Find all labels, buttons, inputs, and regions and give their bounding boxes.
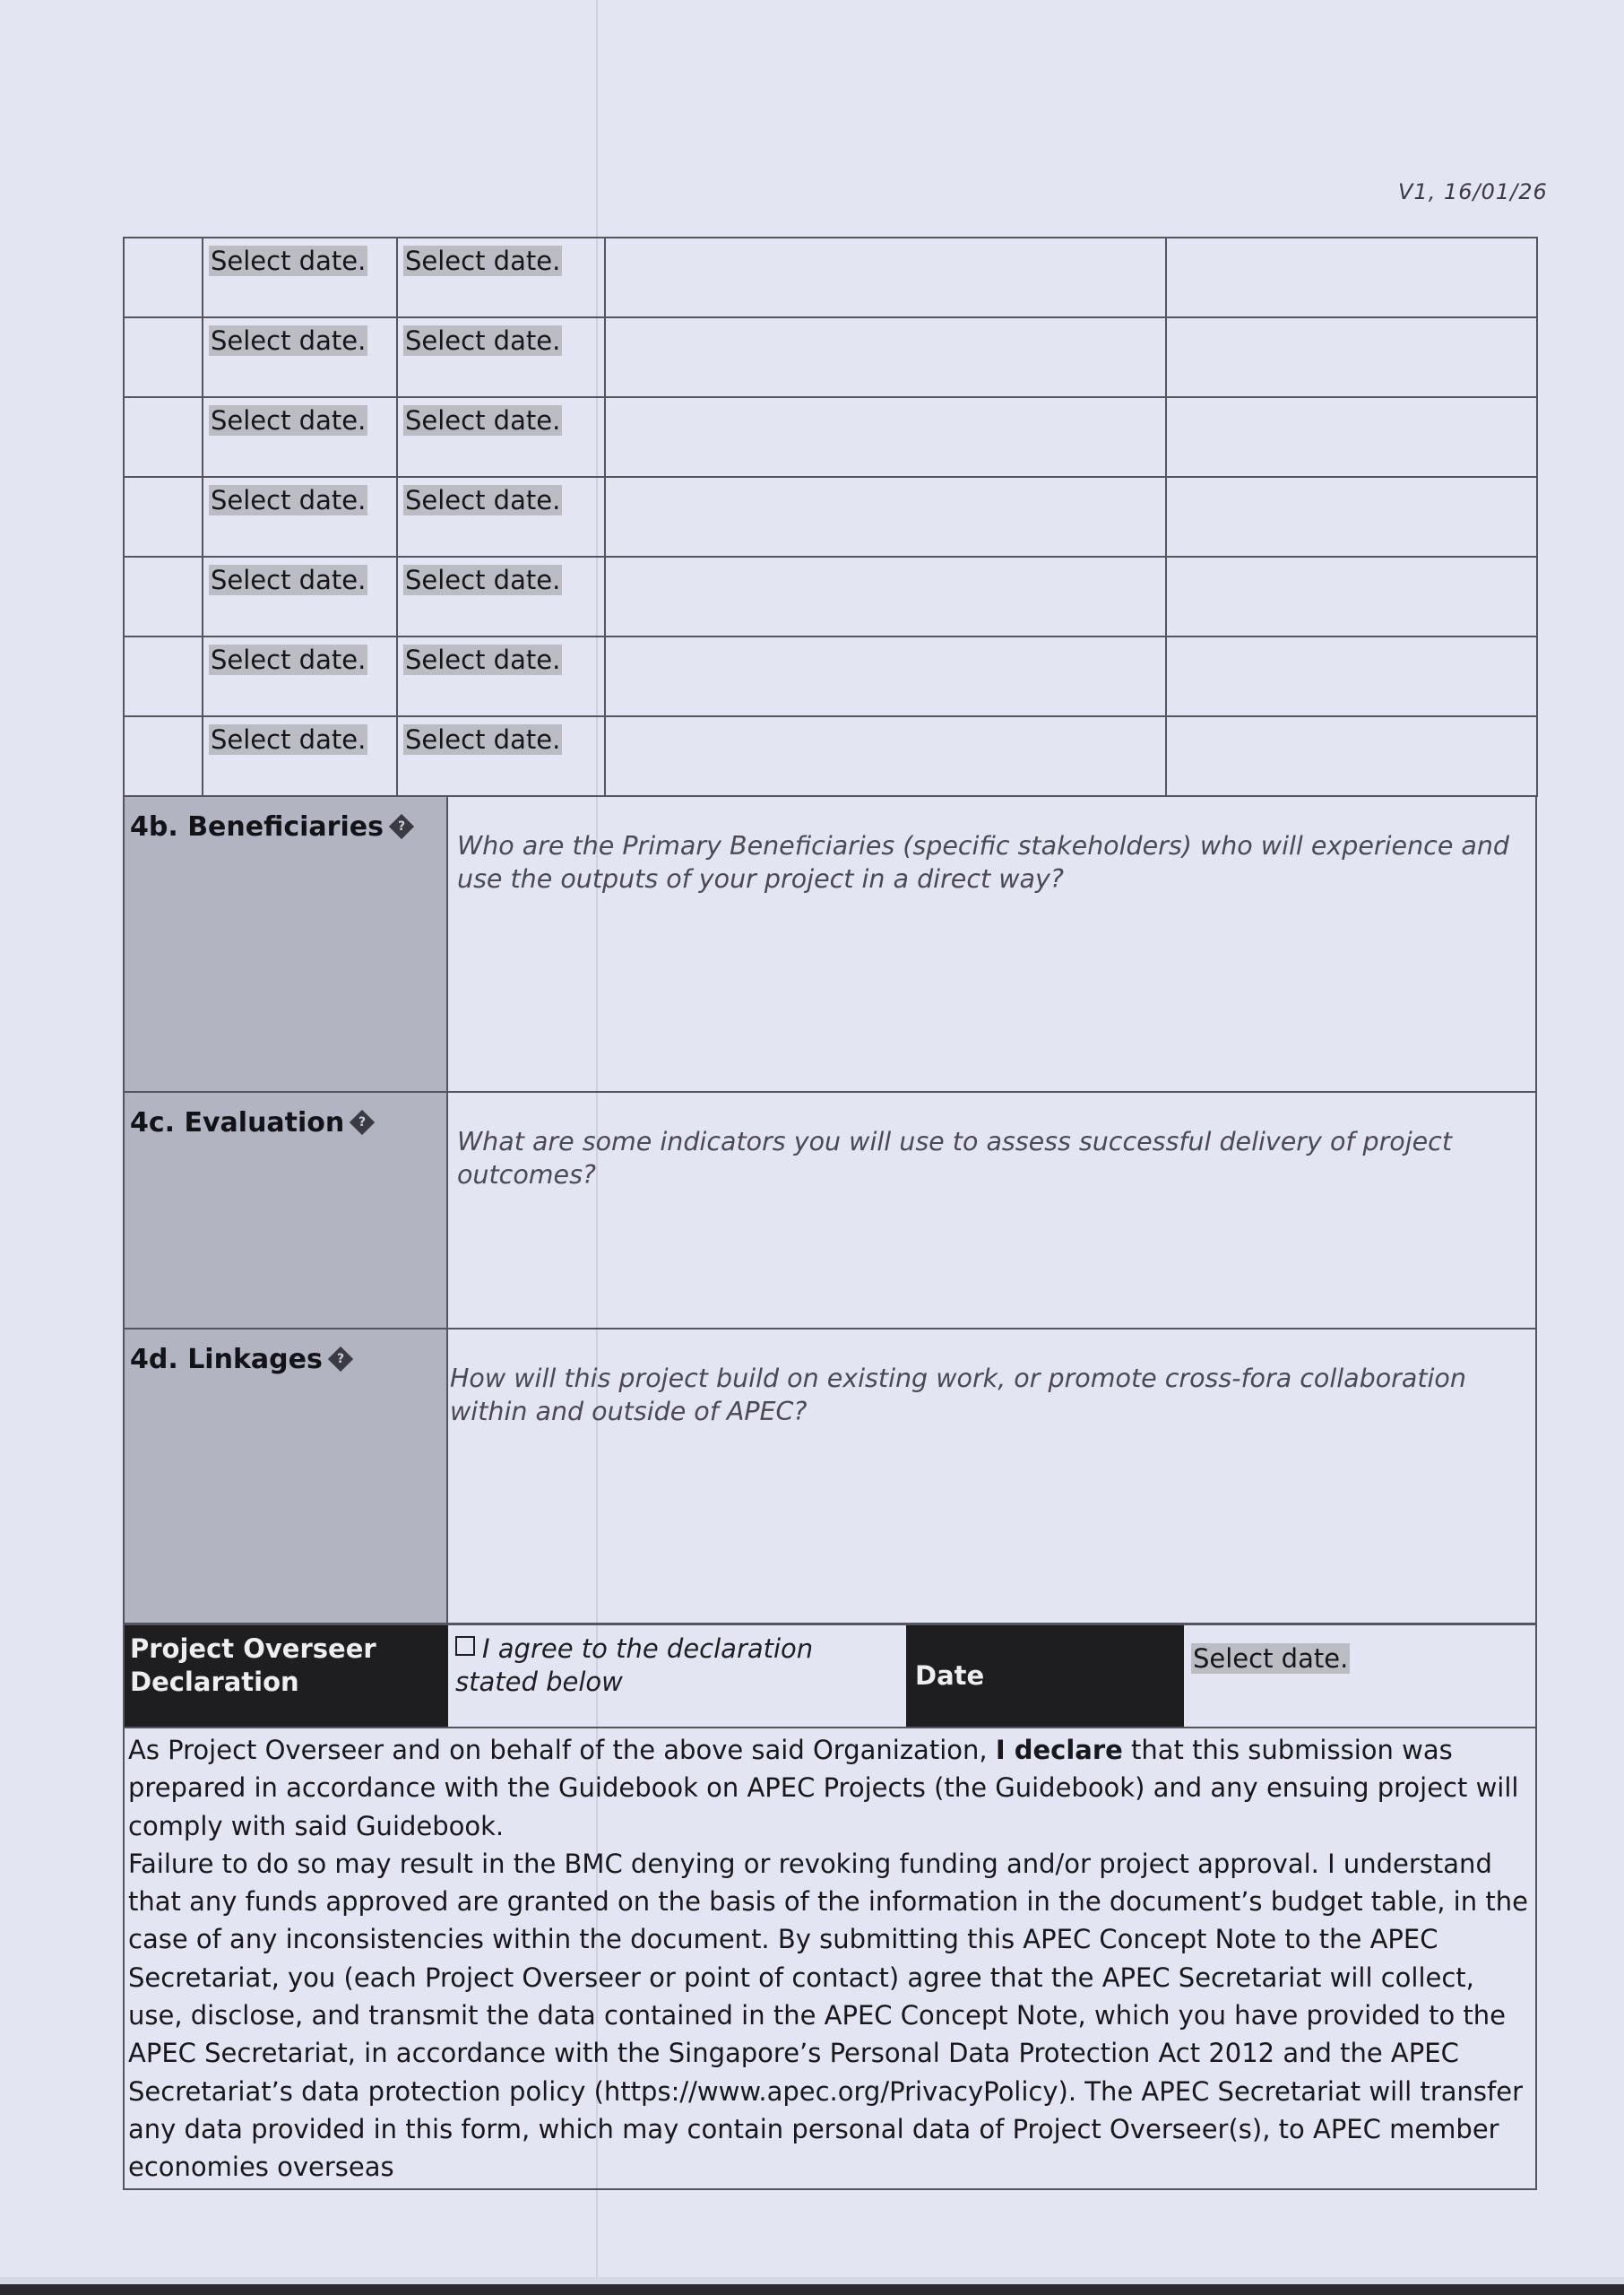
- start-date-cell: [203, 397, 397, 477]
- declaration-emphasis: I declare: [995, 1735, 1123, 1765]
- beneficiaries-heading: 4b. Beneficiaries: [130, 811, 384, 843]
- linkages-input[interactable]: How will this project build on existing work, or promote cross-fora collaboration within and outside of APEC?: [450, 1364, 1466, 1426]
- start-date-picker[interactable]: Select date.: [211, 405, 367, 436]
- row-number-cell: [124, 317, 203, 397]
- notes-cell[interactable]: [1166, 238, 1537, 317]
- version-label: V1, 16/01/26: [1398, 179, 1548, 204]
- table-row: [124, 238, 1537, 317]
- table-row: [124, 716, 1537, 796]
- start-date-picker[interactable]: Select date.: [211, 565, 367, 595]
- declaration-text: As Project Overseer and on behalf of the above said Organization,: [128, 1735, 996, 1765]
- declaration-row: [123, 1624, 1537, 1728]
- start-date-cell: [203, 716, 397, 796]
- table-row: [124, 397, 1537, 477]
- activity-cell[interactable]: [605, 637, 1166, 716]
- activity-cell[interactable]: [605, 557, 1166, 637]
- beneficiaries-input[interactable]: Who are the Primary Beneficiaries (specific stakeholders) who will experience and use the outputs of your project in a direct way?: [457, 831, 1510, 894]
- table-row: [124, 477, 1537, 557]
- scan-edge: [0, 2277, 1624, 2284]
- row-number-cell: [124, 238, 203, 317]
- notes-cell[interactable]: [1166, 317, 1537, 397]
- declaration-date-picker[interactable]: Select date.: [1193, 1643, 1349, 1674]
- declaration-label: Project Overseer Declaration: [125, 1625, 448, 1727]
- row-number-cell: [124, 477, 203, 557]
- date-label: [906, 1625, 1184, 1727]
- linkages-heading: 4d. Linkages: [130, 1344, 323, 1375]
- notes-cell[interactable]: [1166, 397, 1537, 477]
- section-label: [125, 797, 448, 1091]
- table-row: [124, 557, 1537, 637]
- declaration-date-cell: [1184, 1625, 1535, 1727]
- activity-cell[interactable]: [605, 238, 1166, 317]
- start-date-cell: [203, 557, 397, 637]
- start-date-picker[interactable]: Select date.: [211, 485, 367, 515]
- start-date-cell: [203, 477, 397, 557]
- end-date-picker[interactable]: Select date.: [405, 405, 561, 436]
- evaluation-heading: 4c. Evaluation: [130, 1107, 345, 1139]
- agree-checkbox-label: I agree to the declaration stated below: [455, 1633, 814, 1697]
- notes-cell[interactable]: [1166, 716, 1537, 796]
- start-date-picker[interactable]: Select date.: [211, 325, 367, 356]
- notes-cell[interactable]: [1166, 637, 1537, 716]
- declaration-paragraph: [128, 1731, 1532, 1845]
- activity-cell[interactable]: [605, 397, 1166, 477]
- activity-cell[interactable]: [605, 317, 1166, 397]
- end-date-cell: [397, 637, 605, 716]
- start-date-cell: [203, 317, 397, 397]
- end-date-cell: [397, 716, 605, 796]
- end-date-picker[interactable]: Select date.: [405, 724, 561, 755]
- end-date-picker[interactable]: Select date.: [405, 565, 561, 595]
- agree-checkbox-cell[interactable]: [448, 1625, 906, 1727]
- end-date-picker[interactable]: Select date.: [405, 325, 561, 356]
- notes-cell[interactable]: [1166, 557, 1537, 637]
- row-number-cell: [124, 716, 203, 796]
- table-row: [124, 317, 1537, 397]
- help-icon[interactable]: ?: [389, 813, 414, 838]
- section-label: [125, 1093, 448, 1328]
- table-row: [124, 637, 1537, 716]
- start-date-picker[interactable]: Select date.: [211, 724, 367, 755]
- evaluation-input[interactable]: What are some indicators you will use to assess successful delivery of project outcomes?: [457, 1127, 1453, 1190]
- end-date-picker[interactable]: Select date.: [405, 246, 561, 276]
- row-number-cell: [124, 397, 203, 477]
- agree-checkbox[interactable]: [455, 1636, 475, 1656]
- end-date-cell: [397, 397, 605, 477]
- start-date-picker[interactable]: Select date.: [211, 246, 367, 276]
- declaration-text-box: [123, 1728, 1537, 2190]
- section-beneficiaries: [123, 797, 1537, 1093]
- end-date-picker[interactable]: Select date.: [405, 485, 561, 515]
- section-evaluation: [123, 1093, 1537, 1329]
- help-icon[interactable]: ?: [350, 1109, 375, 1134]
- end-date-cell: [397, 477, 605, 557]
- start-date-cell: [203, 637, 397, 716]
- row-number-cell: [124, 557, 203, 637]
- start-date-picker[interactable]: Select date.: [211, 645, 367, 675]
- end-date-picker[interactable]: Select date.: [405, 645, 561, 675]
- section-linkages: [123, 1329, 1537, 1624]
- activity-cell[interactable]: [605, 477, 1166, 557]
- date-label-text: Date: [915, 1660, 985, 1691]
- scan-shadow: [0, 2284, 1624, 2295]
- help-icon[interactable]: ?: [328, 1346, 353, 1371]
- end-date-cell: [397, 317, 605, 397]
- notes-cell[interactable]: [1166, 477, 1537, 557]
- declaration-text: that this submission was prepared in accordance with the Guidebook on APEC Projects (the Guidebook) and any ensuing project will comply with said Guidebook.: [128, 1735, 1519, 1841]
- start-date-cell: [203, 238, 397, 317]
- end-date-cell: [397, 238, 605, 317]
- row-number-cell: [124, 637, 203, 716]
- activity-cell[interactable]: [605, 716, 1166, 796]
- section-label: [125, 1329, 448, 1623]
- end-date-cell: [397, 557, 605, 637]
- data-protection-paragraph: Failure to do so may result in the BMC denying or revoking funding and/or project approval. I understand that any funds approved are granted on the basis of the information in the document’s budget table, in the case of any inconsistencies within the document. By submitting this APEC Concept Note to the APEC Secretariat, you (each Project Overseer or point of contact) agree that the APEC Secretariat will collect, use, disclose, and transmit the data contained in the APEC Concept Note, which you have provided to the APEC Secretariat, in accordance with the Singapore’s Personal Data Protection Act 2012 and the APEC Secretariat’s data protection policy (https://www.apec.org/PrivacyPolicy). The APEC Secretariat will transfer any data provided in this form, which may contain personal data of Project Overseer(s), to APEC member economies overseas: [128, 1848, 1528, 2183]
- schedule-table: [123, 237, 1538, 797]
